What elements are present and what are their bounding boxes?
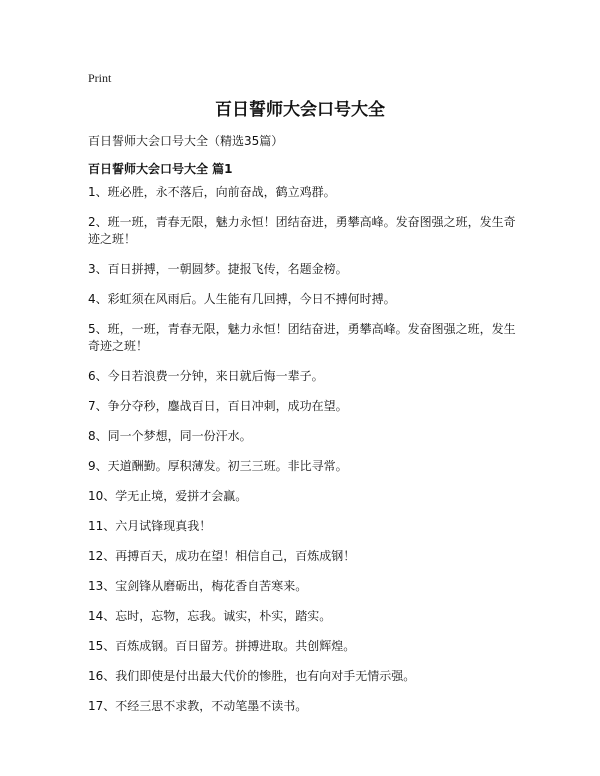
slogan-item: 10、学无止境，爱拼才会赢。 (88, 489, 248, 503)
slogan-item: 2、班一班，青春无限，魅力永恒！团结奋进，勇攀高峰。发奋图强之班，发生奇迹之班！ (88, 215, 516, 246)
slogan-item: 16、我们即使是付出最大代价的惨胜，也有向对手无情示强。 (88, 669, 416, 683)
slogan-item: 6、今日若浪费一分钟，来日就后悔一辈子。 (88, 369, 324, 383)
slogan-list (88, 184, 518, 728)
slogan-item: 9、天道酬勤。厚积薄发。初三三班。非比寻常。 (88, 459, 348, 473)
slogan-item: 4、彩虹须在风雨后。人生能有几回搏，今日不搏何时搏。 (88, 292, 396, 306)
slogan-item: 13、宝剑锋从磨砺出，梅花香自苦寒来。 (88, 579, 308, 593)
slogan-item: 1、班必胜，永不落后，向前奋战，鹤立鸡群。 (88, 185, 336, 199)
slogan-item: 15、百炼成钢。百日留芳。拼搏进取。共创辉煌。 (88, 639, 356, 653)
print-link[interactable]: Print (88, 71, 112, 85)
page-title: 百日誓师大会口号大全 (215, 100, 385, 120)
slogan-item: 17、不经三思不求教，不动笔墨不读书。 (88, 699, 308, 713)
slogan-item: 11、六月试锋现真我！ (88, 519, 212, 533)
section-heading: 百日誓师大会口号大全 篇1 (88, 162, 233, 176)
slogan-item: 8、同一个梦想，同一份汗水。 (88, 429, 252, 443)
document-subtitle: 百日誓师大会口号大全（精选35篇） (88, 134, 284, 148)
slogan-item: 5、班，一班，青春无限，魅力永恒！团结奋进，勇攀高峰。发奋图强之班，发生奇迹之班！ (88, 322, 516, 353)
slogan-item: 12、再搏百天，成功在望！相信自己，百炼成钢！ (88, 549, 356, 563)
slogan-item: 14、忘时，忘物，忘我。诚实，朴实，踏实。 (88, 609, 332, 623)
slogan-item: 3、百日拼搏，一朝圆梦。捷报飞传，名题金榜。 (88, 262, 348, 276)
slogan-item: 7、争分夺秒，鏖战百日，百日冲刺，成功在望。 (88, 399, 348, 413)
